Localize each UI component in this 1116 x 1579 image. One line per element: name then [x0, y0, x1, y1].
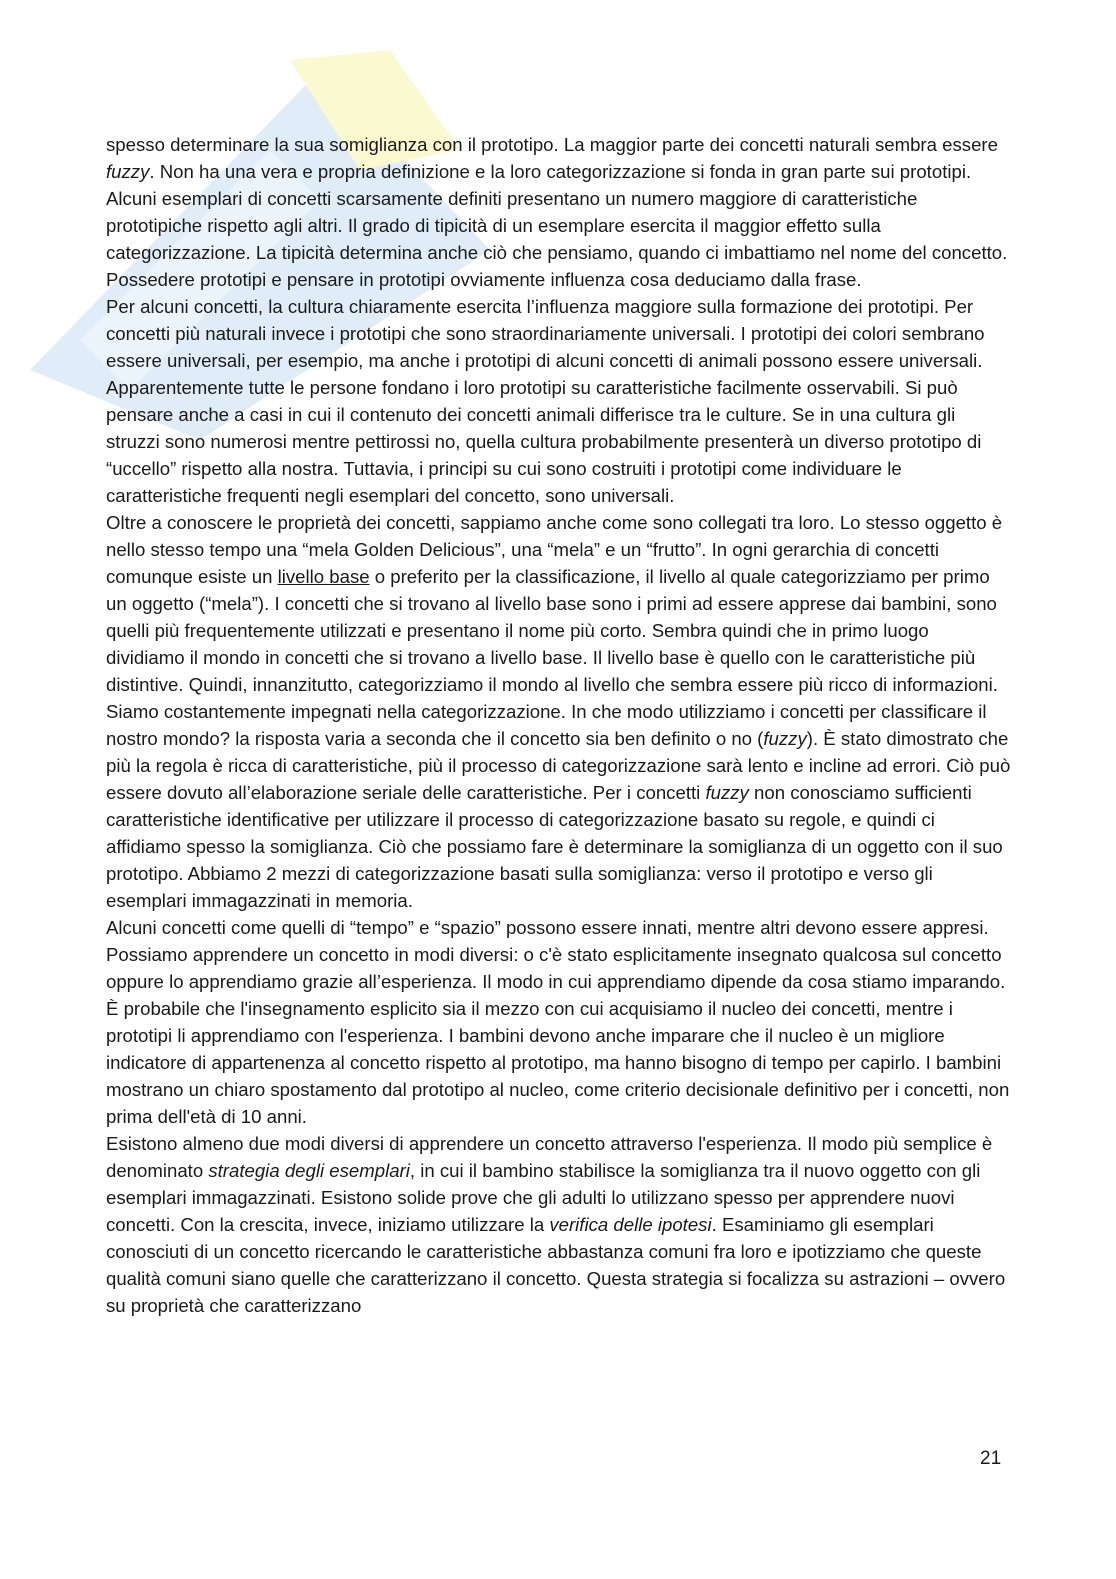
text-run: Possiamo apprendere un concetto in modi diversi: o c'è stato esplicitamente insegnato qualcosa sul concetto oppure lo apprendiamo grazie all’esperienza. Il modo in cui apprendiamo dipende da cosa stiamo imparando. È probabile che l'insegnamento esplicito sia il mezzo con cui acquisiamo il nucleo dei concetti, mentre i prototipi li apprendiamo con l'esperienza. I bambini devono anche imparare che il nucleo è un migliore indicatore di appartenenza al concetto rispetto al prototipo, ma hanno bisogno di tempo per capirlo. I bambini mostrano un chiaro spostamento dal prototipo al nucleo, come criterio decisionale definitivo per i concetti, non prima dell'età di 10 anni. [106, 944, 1010, 1127]
text-run: . Non ha una vera e propria definizione e la loro categorizzazione si fonda in gran parte sui prototipi. Alcuni esemplari di concetti scarsamente definiti presentano un numero maggiore di caratteristiche prototipiche rispetto agli altri. Il grado di tipicità di un esemplare esercita il maggior effetto sulla categorizzazione. La tipicità determina anche ciò che pensiamo, quando ci imbattiamo nel nome del concetto. Possedere prototipi e pensare in prototipi ovviamente influenza cosa deduciamo dalla frase. [106, 161, 1008, 290]
text-run: Alcuni concetti come quelli di “tempo” e “spazio” possono essere innati, mentre altri devono essere appresi. [106, 917, 989, 938]
text-run: Esistono almeno due modi diversi di apprendere un concetto attraverso l'esperienza. Il modo più semplice è denominato [106, 1133, 993, 1181]
text-run: Siamo costantemente impegnati nella categorizzazione. In che modo utilizziamo i concetti per classificare il nostro mondo? la risposta varia a seconda che il concetto sia ben definito o no ( [106, 701, 987, 749]
page-number: 21 [980, 1448, 1002, 1469]
italic-term: fuzzy [705, 782, 749, 803]
paragraph [106, 131, 1011, 293]
italic-term: fuzzy [106, 161, 150, 182]
text-run: , in cui il bambino stabilisce la somiglianza tra il nuovo oggetto con gli esemplari immagazzinati. Esistono solide prove che gli adulti lo utilizzano spesso per apprendere nuovi concetti. Con la crescita, invece, iniziamo utilizzare la [106, 1160, 981, 1235]
underlined-term: livello base [277, 566, 370, 587]
italic-term: verifica delle ipotesi [549, 1214, 712, 1235]
paragraph [106, 509, 1011, 698]
italic-term: strategia degli esemplari [208, 1160, 410, 1181]
italic-term: fuzzy [763, 728, 807, 749]
text-run: o preferito per la classificazione, il livello al quale categorizziamo per primo un oggetto (“mela”). I concetti che si trovano al livello base sono i primi ad essere apprese dai bambini, sono quelli più frequentemente utilizzati e presentano il nome più corto. Sembra quindi che in primo luogo dividiamo il mondo in concetti che si trovano a livello base. Il livello base è quello con le caratteristiche più distintive. Quindi, innanzitutto, categorizziamo il mondo al livello che sembra essere più ricco di informazioni. [106, 566, 998, 695]
paragraph [106, 293, 1011, 509]
paragraph [106, 698, 1011, 914]
text-run: ). È stato dimostrato che più la regola è ricca di caratteristiche, più il processo di categorizzazione sarà lento e incline ad errori. Ciò può essere dovuto all’elaborazione seriale delle caratteristiche. Per i concetti [106, 728, 1011, 803]
text-run: non conosciamo sufficienti caratteristiche identificative per utilizzare il processo di categorizzazione basato su regole, e quindi ci affidiamo spesso la somiglianza. Ciò che possiamo fare è determinare la somiglianza di un oggetto con il suo prototipo. Abbiamo 2 mezzi di categorizzazione basati sulla somiglianza: verso il prototipo e verso gli esemplari immagazzinati in memoria. [106, 782, 1003, 911]
text-run: Per alcuni concetti, la cultura chiaramente esercita l’influenza maggiore sulla formazione dei prototipi. Per concetti più naturali invece i prototipi che sono straordinariamente universali. I prototipi dei colori sembrano essere universali, per esempio, ma anche i prototipi di alcuni concetti di animali possono essere universali. Apparentemente tutte le persone fondano i loro prototipi su caratteristiche facilmente osservabili. Si può pensare anche a casi in cui il contenuto dei concetti animali differisce tra le culture. Se in una cultura gli struzzi sono numerosi mentre pettirossi no, quella cultura probabilmente presenterà un diverso prototipo di “uccello” rispetto alla nostra. Tuttavia, i principi su cui sono costruiti i prototipi come individuare le caratteristiche frequenti negli esemplari del concetto, sono universali. [106, 296, 985, 506]
paragraph [106, 914, 1011, 941]
body-text [106, 131, 1011, 1319]
text-run: Oltre a conoscere le proprietà dei concetti, sappiamo anche come sono collegati tra loro. Lo stesso oggetto è nello stesso tempo una “mela Golden Delicious”, una “mela” e un “frutto”. In ogni gerarchia di concetti comunque esiste un [106, 512, 1003, 587]
text-run: spesso determinare la sua somiglianza con il prototipo. La maggior parte dei concetti naturali sembra essere [106, 134, 998, 155]
paragraph [106, 941, 1011, 1130]
paragraph [106, 1130, 1011, 1319]
text-run: . Esaminiamo gli esemplari conosciuti di un concetto ricercando le caratteristiche abbastanza comuni fra loro e ipotizziamo che queste qualità comuni siano quelle che caratterizzano il concetto. Questa strategia si focalizza su astrazioni – ovvero su proprietà che caratterizzano [106, 1214, 1006, 1316]
